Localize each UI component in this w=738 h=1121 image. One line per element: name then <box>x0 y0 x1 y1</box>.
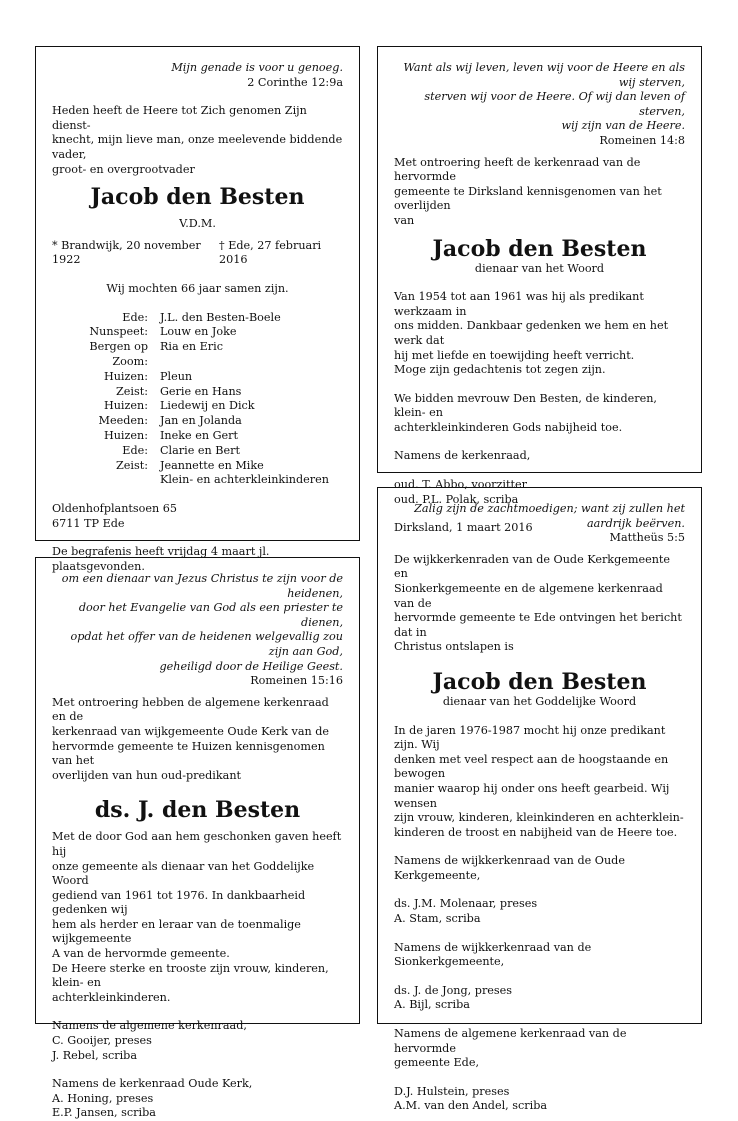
signer: C. Gooijer, preses <box>52 1034 152 1048</box>
deceased-title: V.D.M. <box>179 217 216 231</box>
family-row: Ede: Clarie en Bert <box>122 443 240 457</box>
signer: D.J. Hulstein, preses <box>394 1084 510 1098</box>
family-row: Nunspeet: Louw en Joke <box>89 325 237 339</box>
signature-intro: Namens de wijkkerkenraad van de Oude Kerkgemeente, <box>394 854 625 882</box>
signer: E.P. Jansen, scriba <box>52 1106 156 1120</box>
signer: A.M. van den Andel, scriba <box>394 1099 548 1113</box>
obituary-huizen <box>35 557 360 1120</box>
marriage-text: Wij mochten 66 jaar samen zijn. <box>106 281 289 295</box>
signature-intro: Namens de wijkkerkenraad van de Sionkerkgemeente, <box>394 940 592 969</box>
family-row: Zeist: Gerie en Hans <box>116 384 242 398</box>
family-row: Ede: J.L. den Besten-Boele <box>122 310 281 324</box>
deceased-name: Jacob den Besten <box>432 235 647 262</box>
address-city: 6711 TP Ede <box>52 516 125 530</box>
place-date: Dirksland, 1 maart 2016 <box>394 521 533 535</box>
life-dates <box>52 239 343 268</box>
bible-verse-line: Want als wij leven, leven wij voor de Heere en als wij sterven, <box>403 61 685 89</box>
signer: A. Bijl, scriba <box>394 998 470 1012</box>
body-text: Met de door God aan hem geschonken gaven heeft hij onze gemeente als dienaar van het Goddelijke Woord gediend van 1961 tot 1976. In dankbaarheid gedenken wij hem als herder en leraar van de toenmalige wijkgemeente A van de hervormde gemeente. De Heere sterke en trooste zijn vrouw, kinderen, klein- en achterkleinkinderen. <box>52 830 342 1004</box>
bible-verse-line: geheiligd door de Heilige Geest. <box>159 659 343 673</box>
deceased-name: Jacob den Besten <box>432 668 647 695</box>
deceased-name: Jacob den Besten <box>90 184 305 211</box>
family-row: Klein- en achterkleinkinderen <box>160 473 329 487</box>
bible-verse-line: om een dienaar van Jezus Christus te zijn voor de heidenen, <box>61 572 343 600</box>
signer: A. Honing, preses <box>52 1091 154 1105</box>
verse-reference: Romeinen 14:8 <box>599 133 685 147</box>
bible-verse: Mijn genade is voor u genoeg. <box>171 61 343 74</box>
intro-text: De wijkkerkenraden van de Oude Kerkgemeente en Sionkerkgemeente en de algemene kerkenraad van de hervormde gemeente te Ede ontvingen het bericht dat in Christus ontslapen is <box>394 552 682 654</box>
body-text: In de jaren 1976-1987 mocht hij onze predikant zijn. Wij denken met veel respect aan de hoogstaande en bewogen manier waarop hij onder ons heeft gearbeid. Wij wensen zijn vrouw, kinderen, kleinkinderen en achterklein- kinderen de troost en nabijheid van de Heere toe. <box>394 723 684 839</box>
bible-verse: Zalig zijn de zachtmoedigen; want zij zullen het aardrijk beërven. <box>414 502 685 530</box>
body-text: We bidden mevrouw Den Besten, de kinderen, klein- en achterkleinkinderen Gods nabijheid toe. <box>394 391 657 434</box>
family-list <box>52 311 329 489</box>
verse-reference: Romeinen 15:16 <box>250 674 343 688</box>
verse-reference: 2 Corinthe 12:9a <box>247 75 343 89</box>
signer: ds. J. de Jong, preses <box>394 983 513 997</box>
intro-text: Met ontroering heeft de kerkenraad van de hervormde gemeente te Dirksland kennisgenomen van het overlijden van <box>394 155 662 227</box>
funeral-note: De begrafenis heeft vrijdag 4 maart jl. plaatsgevonden. <box>52 545 270 573</box>
obituary-ede <box>377 487 702 1113</box>
bible-verse-line: wij zijn van de Heere. <box>561 119 685 133</box>
signature-intro: Namens de algemene kerkenraad van de hervormde gemeente Ede, <box>394 1027 627 1070</box>
signer: J. Rebel, scriba <box>52 1048 138 1062</box>
signer: ds. J.M. Molenaar, preses <box>394 897 538 911</box>
signer: oud. P.L. Polak, scriba <box>394 492 519 506</box>
bible-verse-line: door het Evangelie van God als een priester te dienen, <box>78 601 343 629</box>
bible-verse-line: opdat het offer van de heidenen welgevallig zou zijn aan God, <box>70 630 343 658</box>
family-row: Bergen op Zoom: Ria en Eric <box>89 340 223 368</box>
family-row: Huizen: Ineke en Gert <box>103 428 238 442</box>
signature-intro: Namens de algemene kerkenraad, <box>52 1019 247 1033</box>
signer: oud. T. Abbo, voorzitter <box>394 478 527 492</box>
deceased-name: ds. J. den Besten <box>94 797 301 824</box>
family-row: Zeist: Jeannette en Mike <box>116 458 264 472</box>
signer: A. Stam, scriba <box>394 912 481 926</box>
signature-intro: Namens de kerkenraad, <box>394 449 531 463</box>
birth-date: * Brandwijk, 20 november 1922 <box>52 238 201 267</box>
obituary-family <box>35 46 360 573</box>
body-text: Van 1954 tot aan 1961 was hij als predikant werkzaam in ons midden. Dankbaar gedenken we hem en het werk dat hij met liefde en toewijding heeft verricht. Moge zijn gedachtenis tot zegen zijn. <box>394 290 669 377</box>
death-date: † Ede, 27 februari 2016 <box>219 238 322 267</box>
family-row: Huizen: Pleun <box>103 369 193 383</box>
intro-text: Heden heeft de Heere tot Zich genomen Zijn dienst- knecht, mijn lieve man, onze meelevende biddende vader, groot- en overgrootvader <box>52 104 343 176</box>
deceased-subtitle: dienaar van het Woord <box>474 261 605 275</box>
family-row: Huizen: Liedewij en Dick <box>103 399 255 413</box>
family-row: Meeden: Jan en Jolanda <box>98 414 242 428</box>
verse-reference: Mattheüs 5:5 <box>609 531 685 545</box>
deceased-subtitle: dienaar van het Goddelijke Woord <box>442 694 637 708</box>
bible-verse-line: sterven wij voor de Heere. Of wij dan leven of sterven, <box>424 90 685 118</box>
intro-text: Met ontroering hebben de algemene kerkenraad en de kerkenraad van wijkgemeente Oude Kerk van de hervormde gemeente te Huizen kennisgenomen van het overlijden van hun oud-predikant <box>52 695 330 782</box>
signature-intro: Namens de kerkenraad Oude Kerk, <box>52 1077 253 1091</box>
address-street: Oldenhofplantsoen 65 <box>52 502 178 516</box>
